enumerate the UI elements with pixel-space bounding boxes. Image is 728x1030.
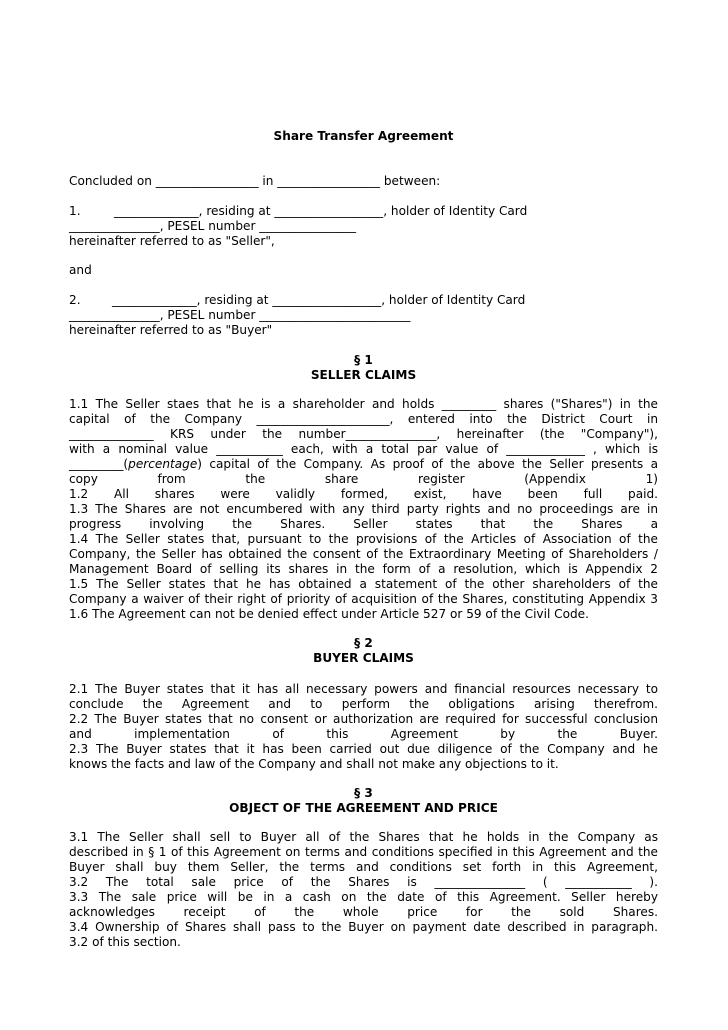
- party1-number: 1.: [69, 204, 81, 218]
- and-text: and: [69, 263, 92, 277]
- party1-line3: hereinafter referred to as "Seller",: [69, 234, 275, 248]
- s2-line: knows the facts and law of the Company and shall not make any objections to it.: [69, 757, 559, 771]
- s1-line: 1.6 The Agreement can not be denied effect under Article 527 or 59 of the Civil Code.: [69, 607, 589, 621]
- s1-line: Company, the Seller has obtained the consent of the Extraordinary Meeting of Shareholders /: [69, 547, 658, 561]
- s1-line: 1.5 The Seller states that he has obtained a statement of the other shareholders of the: [69, 577, 658, 591]
- s2-line: 2.1 The Buyer states that it has all necessary powers and financial resources necessary to: [69, 682, 658, 696]
- document-title: Share Transfer Agreement: [273, 129, 454, 143]
- s1-line: with a nominal value ___________ each, with a total par value of _____________ , which is: [69, 442, 658, 456]
- s2-line: conclude the Agreement and to perform the obligations arising therefrom.: [69, 697, 658, 711]
- s3-line: 3.2 The total sale price of the Shares is _______________ ( ___________ ).: [69, 875, 658, 889]
- s1-line: _________(percentage) capital of the Company. As proof of the above the Seller presents a: [69, 457, 658, 471]
- s1-line: 1.3 The Shares are not encumbered with any third party rights and no proceedings are in: [69, 502, 658, 516]
- section2-mark: § 2: [354, 636, 373, 650]
- s1-line: 1.1 The Seller staes that he is a shareholder and holds _________ shares ("Shares") in the: [69, 397, 658, 411]
- section1-heading: SELLER CLAIMS: [310, 368, 417, 382]
- s1-line: 1.4 The Seller states that, pursuant to the provisions of the Articles of Association of the: [69, 532, 658, 546]
- party2-number: 2.: [69, 293, 81, 307]
- concluded-line: Concluded on _________________ in _________________ between:: [69, 174, 441, 188]
- section3-mark: § 3: [354, 786, 373, 800]
- s1-line: 1.2 All shares were validly formed, exist, have been full paid.: [69, 487, 658, 501]
- party2-line1: 2. ______________, residing at __________________, holder of Identity Card: [69, 293, 526, 307]
- s1-line: ______________ KRS under the number_______________, hereinafter (the "Company"),: [69, 427, 658, 441]
- s2-line: 2.3 The Buyer states that it has been carried out due diligence of the Company and he: [69, 742, 658, 756]
- party2-line3: hereinafter referred to as "Buyer": [69, 323, 273, 337]
- s1-line: progress involving the Shares. Seller states that the Shares a: [69, 517, 658, 531]
- s2-line: and implementation of this Agreement by the Buyer.: [69, 727, 658, 741]
- s3-line: 3.1 The Seller shall sell to Buyer all of the Shares that he holds in the Company as: [69, 830, 658, 844]
- section3-heading: OBJECT OF THE AGREEMENT AND PRICE: [229, 801, 498, 815]
- party1-line2: _______________, PESEL number ________________: [69, 219, 357, 233]
- s3-line: Buyer shall buy them Seller, the terms and conditions set forth in this Agreement,: [69, 860, 658, 874]
- s1-line: capital of the Company ______________________, entered into the District Court in: [69, 412, 658, 426]
- s3-line: 3.3 The sale price will be in a cash on the date of this Agreement. Seller hereby: [69, 890, 658, 904]
- s1-line: copy from the share register (Appendix 1): [69, 472, 658, 486]
- s3-line: described in § 1 of this Agreement on terms and conditions specified in this Agreement and the: [69, 845, 658, 859]
- s3-line: 3.4 Ownership of Shares shall pass to the Buyer on payment date described in paragraph.: [69, 920, 658, 934]
- s1-line: Management Board of selling its shares in the form of a resolution, which is Appendix 2: [69, 562, 658, 576]
- section2-heading: BUYER CLAIMS: [313, 651, 414, 665]
- s1-line: Company a waiver of their right of priority of acquisition of the Shares, constituting Appendix 3: [69, 592, 658, 606]
- party1-line1: 1. ______________, residing at __________________, holder of Identity Card: [69, 204, 528, 218]
- party2-line2: _______________, PESEL number _________________________: [69, 308, 411, 322]
- s3-line: acknowledges receipt of the whole price for the sold Shares.: [69, 905, 658, 919]
- section1-mark: § 1: [354, 353, 373, 367]
- s3-line: 3.2 of this section.: [69, 935, 181, 949]
- s2-line: 2.2 The Buyer states that no consent or authorization are required for successful conclusion: [69, 712, 658, 726]
